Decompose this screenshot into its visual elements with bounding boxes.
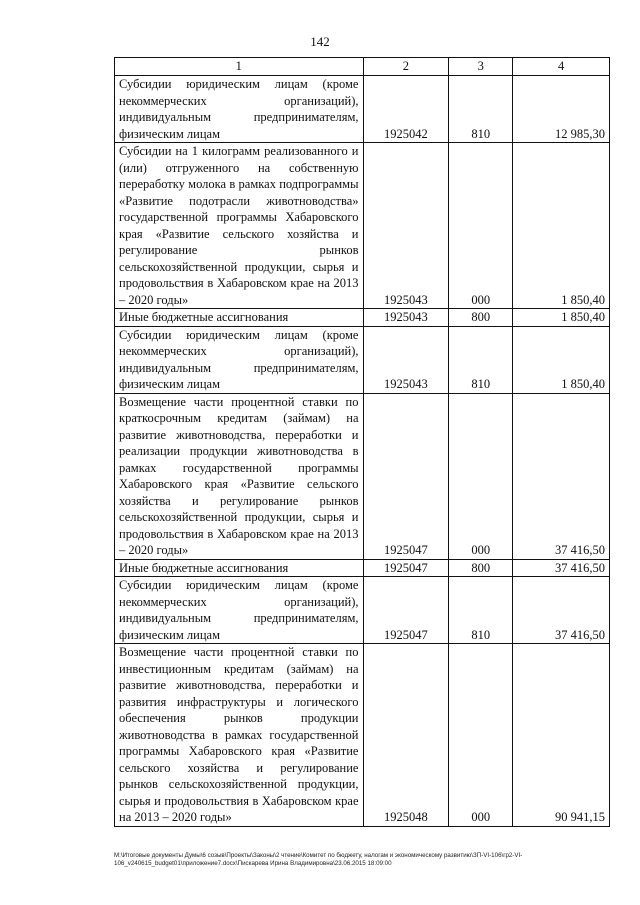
row-name: Иные бюджетные ассигнования — [115, 559, 364, 577]
row-sum: 1 850,40 — [513, 326, 610, 393]
row-type: 000 — [449, 644, 513, 827]
row-sum: 37 416,50 — [513, 577, 610, 644]
row-type: 810 — [449, 76, 513, 143]
row-type: 800 — [449, 559, 513, 577]
row-type: 000 — [449, 393, 513, 559]
row-type: 000 — [449, 143, 513, 309]
row-type: 810 — [449, 326, 513, 393]
column-header: 1 — [115, 58, 364, 76]
row-name: Субсидии юридическим лицам (кроме некоммерческих организаций), индивидуальным предпринимателям, физическим лицам — [115, 577, 364, 644]
row-name: Субсидии юридическим лицам (кроме некоммерческих организаций), индивидуальным предпринимателям, физическим лицам — [115, 76, 364, 143]
row-sum: 90 941,15 — [513, 644, 610, 827]
column-header: 2 — [363, 58, 449, 76]
column-header: 3 — [449, 58, 513, 76]
row-sum: 37 416,50 — [513, 393, 610, 559]
table-row — [115, 143, 610, 309]
row-code: 1925047 — [363, 393, 449, 559]
row-code: 1925042 — [363, 76, 449, 143]
row-code: 1925043 — [363, 309, 449, 327]
row-sum: 1 850,40 — [513, 143, 610, 309]
table-row — [115, 644, 610, 827]
row-sum: 37 416,50 — [513, 559, 610, 577]
row-type: 800 — [449, 309, 513, 327]
table-row — [115, 559, 610, 577]
row-sum: 1 850,40 — [513, 309, 610, 327]
row-code: 1925047 — [363, 559, 449, 577]
row-name: Субсидии на 1 килограмм реализованного и (или) отгруженного на собственную переработку молока в рамках подпрограммы «Развитие подотрасли животноводства» государственной программы Хабаровского края «Развитие сельского хозяйства и регулирование рынков сельскохозяйственной продукции, сырья и продовольствия в Хабаровском крае на 2013 – 2020 годы» — [115, 143, 364, 309]
row-sum: 12 985,30 — [513, 76, 610, 143]
row-code: 1925043 — [363, 143, 449, 309]
row-code: 1925047 — [363, 577, 449, 644]
row-name: Субсидии юридическим лицам (кроме некоммерческих организаций), индивидуальным предпринимателям, физическим лицам — [115, 326, 364, 393]
file-path-footer: M:\Итоговые документы Думы\6 созыв\Проекты\Законы\2 чтение\Комитет по бюджету, налогам и экономическому развитию\ЗП-VI-106\гр2-VI-106_v240615_budget01\приложение7.docx\Пискарева Ирина Владимировна\23.06.2015 18:09:00 — [114, 852, 523, 867]
row-code: 1925048 — [363, 644, 449, 827]
table-header-row — [115, 58, 610, 76]
row-name: Возмещение части процентной ставки по краткосрочным кредитам (займам) на развитие животноводства, переработки и реализации продукции животноводства в рамках государственной программы Хабаровского края «Развитие сельского хозяйства и регулирование рынков сельскохозяйственной продукции, сырья и продовольствия в Хабаровском крае на 2013 – 2020 годы» — [115, 393, 364, 559]
table-row — [115, 326, 610, 393]
row-type: 810 — [449, 577, 513, 644]
row-code: 1925043 — [363, 326, 449, 393]
table-row — [115, 309, 610, 327]
page-number: 142 — [310, 34, 330, 49]
budget-table — [114, 57, 610, 827]
row-name: Иные бюджетные ассигнования — [115, 309, 364, 327]
table-row — [115, 577, 610, 644]
table-row — [115, 393, 610, 559]
table-row — [115, 76, 610, 143]
row-name: Возмещение части процентной ставки по инвестиционным кредитам (займам) на развитие животноводства, переработки и развития инфраструктуры и логического обеспечения рынков продукции животноводства в рамках государственной программы Хабаровского края «Развитие сельского хозяйства и регулирование рынков сельскохозяйственной продукции, сырья и продовольствия в Хабаровском крае на 2013 – 2020 годы» — [115, 644, 364, 827]
column-header: 4 — [513, 58, 610, 76]
